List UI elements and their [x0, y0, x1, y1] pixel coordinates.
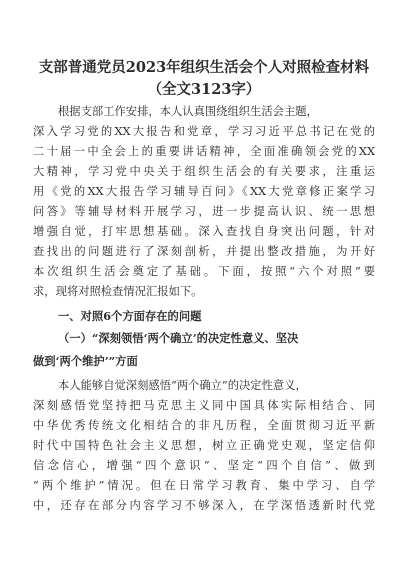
- paragraph-line: 时代中国特色社会主义思想，树立正确党史观，坚定信仰: [33, 439, 375, 452]
- paragraph-line: 用《党的XX大报告学习辅导百问》《XX大党章修正案学习: [33, 185, 375, 198]
- document-title: 支部普通党员2023年组织生活会个人对照检查材料: [38, 59, 370, 76]
- paragraph-line: 增强自觉，打牢思想基础。深入查找自身突出问题，针对: [33, 225, 375, 238]
- paragraph-line: 本次组织生活会奠定了基础。下面，按照“六个对照”要: [33, 265, 375, 278]
- paragraph-line: 本人能够自觉深刻感悟“两个确立”的决定性意义，: [58, 379, 307, 392]
- subheading-line: （一）“深刻领悟‘两个确立’的决定性意义、坚决: [58, 331, 299, 345]
- paragraph-line: 深入学习党的XX大报告和党章，学习习近平总书记在党的: [33, 125, 375, 138]
- paragraph-line: 信念信心，增强“四个意识”、坚定“四个自信”、做到: [33, 459, 375, 472]
- paragraph-line: 求，现将对照检查情况汇报如下。: [33, 285, 203, 298]
- paragraph-line: 查找出的问题进行了深刻剖析，并提出整改措施，为开好: [33, 245, 375, 258]
- paragraph-line: 二十届一中全会上的重要讲话精神，全面准确领会党的XX: [33, 145, 375, 158]
- paragraph-line: 中华优秀传统文化相结合的非凡历程，全面贯彻习近平新: [33, 419, 375, 432]
- paragraph-line: 大精神，学习党中央关于组织生活会的有关要求，注重运: [33, 165, 375, 178]
- subheading-line: 做到‘两个维护’”方面: [33, 354, 138, 368]
- paragraph-line: “两个维护”情况。但在日常学习教育、集中学习、自学: [33, 479, 375, 492]
- section-heading: 一、对照6个方面存在的问题: [58, 309, 202, 323]
- paragraph-line: 深刻感悟党坚持把马克思主义同中国具体实际相结合、同: [33, 399, 375, 412]
- paragraph-line: 问答》等辅导材料开展学习，进一步提高认识、统一思想: [33, 205, 375, 218]
- paragraph-line: 根据支部工作安排，本人认真围绕组织生活会主题，: [58, 105, 318, 118]
- document-subtitle: （全文3123字）: [147, 81, 261, 98]
- paragraph-line: 中，还存在部分内容学习不够深入，在学深悟透新时代党: [33, 499, 375, 512]
